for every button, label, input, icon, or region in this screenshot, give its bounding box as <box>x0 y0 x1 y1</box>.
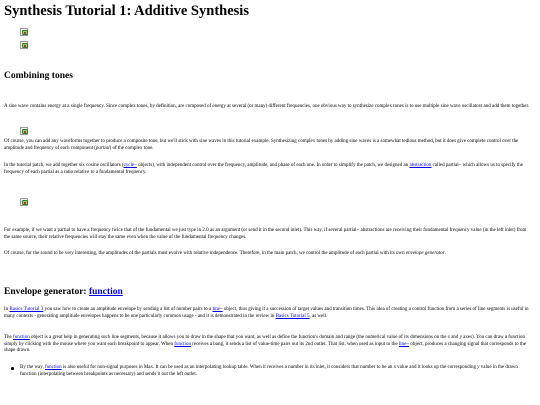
broken-image-icon <box>20 127 28 135</box>
paragraph-amplitudes: Of course, for the sound to be very interesting, the amplitudes of the partials must evolve with relative independence. Therefore, in the main patch, we control the amplitude of each partial with its own envelope generator. <box>4 251 446 256</box>
heading-combining-tones: Combining tones <box>4 71 73 81</box>
broken-image-icon <box>20 198 28 206</box>
paragraph-tutorial-patch: In the tutorial patch, we add together six cosine oscillators (cycle~ objects), with independent control over the frequency, amplitude, and phase of each one. In order to simplify the patch, we designed an abstraction called partial~ which allows us to specify the frequency of each partial as a ratio relative to a fundamental frequency. <box>4 163 523 175</box>
link-function-heading[interactable]: function <box>88 287 123 297</box>
link-function[interactable]: function <box>174 341 191 347</box>
paragraph-basics: In Basics Tutorial 3 you saw how to create an amplitude envelope by sending a list of number pairs to a line~ object, thus giving it a succession of target values and transition times. This idea of creating a control function from a series of line segments is useful in many contexts - generating amplitude envelopes happens to be one particularly common usage - and it is demonstrated in the review in Basics Tutorial 5, as well. <box>4 307 529 319</box>
broken-image-icon <box>20 28 28 36</box>
paragraph-intro: A sine wave contains energy at a single frequency. Since complex tones, by definition, are composed of energy at several (or many) different frequencies, one obvious way to synthesize complex tones is to use multiple sine wave oscillators and add them together. <box>4 104 530 109</box>
bullet-list <box>4 365 532 378</box>
link-line[interactable]: line~ <box>398 341 410 347</box>
link-basics-tutorial-5[interactable]: Basics Tutorial 5 <box>275 313 310 319</box>
list-item: By the way, function is also useful for non-signal purposes in Max. It can be used as an interpolating lookup table. When it receives a number in its inlet, it considers that number to be an x value and it looks up the corresponding y value in the drawn function (interpolating between breakpoints as necessary) and sends it out the left outlet. <box>4 365 532 378</box>
link-function[interactable]: function <box>13 335 30 340</box>
page-title: Synthesis Tutorial 1: Additive Synthesis <box>4 3 249 19</box>
paragraph-waveforms: Of course, you can add any waveforms together to produce a composite tone, but we'll stick with sine waves in this tutorial example. Synthesizing complex tones by adding sine waves is a somewhat tedious method, but it does give complete control over the amplitude and frequency of each component (partial) of the complex tone. <box>4 139 519 151</box>
paragraph-example: For example, if we want a partial to have a frequency twice that of the fundamental we just type in 2.0 as an argument (or send it in the second inlet). This way, if several partial~ abstractions are receiving their fundamental frequency value (in the left inlet) from the same source, their relative frequencies will stay the same even when the value of the fundamental frequency changes. <box>4 228 527 240</box>
paragraph-function-object: The function object is a great help in generating such line segments, because it allows you to draw in the shape that you want, as well as define the function's domain and range (the numerical value of its dimensions on the x and y axes). You can draw a function simply by clicking with the mouse where you want each breakpoint to appear. When function receives a bang, it sends a list of value-time pairs out its 2nd outlet. That list, when used as input to the line~ object, produces a changing signal that corresponds to the shape drawn. <box>4 335 527 354</box>
heading-envelope-generator: Envelope generator: function <box>4 287 123 297</box>
link-basics-tutorial-3[interactable]: Basics Tutorial 3 <box>9 307 44 312</box>
link-cycle[interactable]: cycle~ <box>123 163 137 168</box>
broken-image-icon <box>20 41 28 49</box>
link-abstraction[interactable]: abstraction <box>409 163 432 168</box>
link-function[interactable]: function <box>44 365 62 370</box>
link-line[interactable]: line~ <box>212 307 223 312</box>
